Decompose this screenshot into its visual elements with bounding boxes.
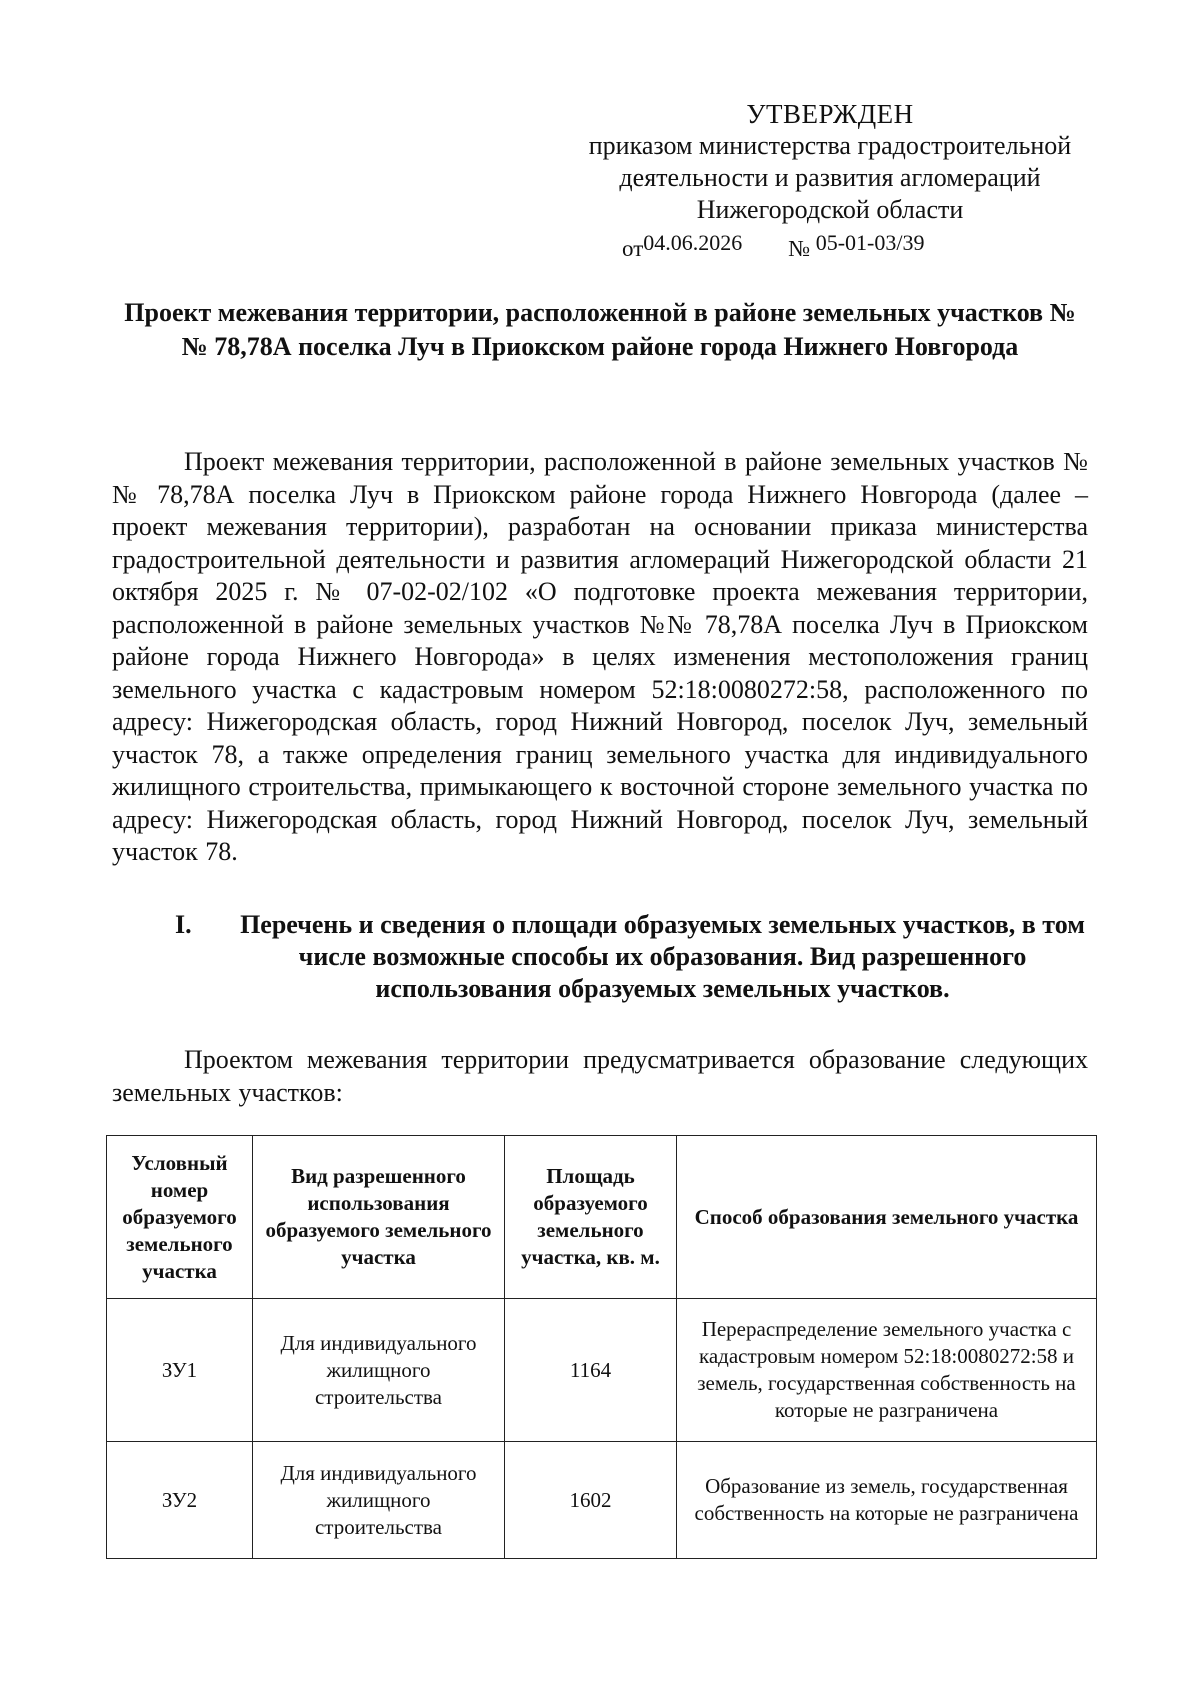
approval-block (560, 98, 1100, 226)
table-row (107, 1442, 1097, 1559)
cell-parcel-number: ЗУ2 (107, 1442, 253, 1559)
section-heading (175, 909, 1090, 1005)
table-header-row (107, 1136, 1097, 1299)
intro-paragraph: Проект межевания территории, расположенной в районе земельных участков №№ 78,78А поселка Луч в Приокском районе города Нижнего Новгорода (далее – проект межевания территории), разработан на основании приказа министерства градостроительной деятельности и развития агломераций Нижегородской области 21 октября 2025 г. № 07-02-02/102 «О подготовке проекта межевания территории, расположенной в районе земельных участков №№ 78,78А поселка Луч в Приокском районе города Нижнего Новгорода» в целях изменения местоположения границ земельного участка с кадастровым номером 52:18:0080272:58, расположенного по адресу: Нижегородская область, город Нижний Новгород, поселок Луч, земельный участок 78, а также определения границ земельного участка для индивидуального жилищного строительства, примыкающего к восточной стороне земельного участка по адресу: Нижегородская область, город Нижний Новгород, поселок Луч, земельный участок 78. (112, 447, 1088, 866)
cell-area: 1164 (505, 1299, 677, 1442)
header-parcel-number: Условный номер образуемого земельного участка (107, 1136, 253, 1299)
approval-line-2: деятельности и развития агломераций (619, 163, 1041, 192)
date-prefix: от (622, 236, 644, 261)
order-number: 05-01-03/39 (815, 230, 925, 255)
cell-formation-method: Образование из земель, государственная собственность на которые не разграничена (677, 1442, 1097, 1559)
header-permitted-use: Вид разрешенного использования образуемого земельного участка (253, 1136, 505, 1299)
order-date: 04.06.2026 (643, 230, 743, 255)
table-row (107, 1299, 1097, 1442)
order-reference (622, 230, 925, 261)
cell-formation-method: Перераспределение земельного участка с кадастровым номером 52:18:0080272:58 и земель, государственная собственность на которые не разграничена (677, 1299, 1097, 1442)
cell-parcel-number: ЗУ1 (107, 1299, 253, 1442)
approval-title: УТВЕРЖДЕН (746, 99, 914, 129)
approval-line-3: Нижегородской области (696, 195, 964, 224)
parcels-table (106, 1135, 1097, 1559)
section-paragraph: Проектом межевания территории предусматривается образование следующих земельных участков: (112, 1045, 1088, 1107)
number-prefix: № (788, 236, 811, 261)
cell-area: 1602 (505, 1442, 677, 1559)
document-title: Проект межевания территории, расположенной в районе земельных участков №№ 78,78А поселка Луч в Приокском районе города Нижнего Новгорода (124, 298, 1076, 361)
cell-permitted-use: Для индивидуального жилищного строительства (253, 1442, 505, 1559)
header-area: Площадь образуемого земельного участка, кв. м. (505, 1136, 677, 1299)
header-formation-method: Способ образования земельного участка (677, 1136, 1097, 1299)
section-heading-text: Перечень и сведения о площади образуемых земельных участков, в том числе возможные способы их образования. Вид разрешенного использования образуемых земельных участков. (240, 910, 1085, 1003)
section-number: I. (175, 910, 192, 939)
cell-permitted-use: Для индивидуального жилищного строительства (253, 1299, 505, 1442)
approval-line-1: приказом министерства градостроительной (588, 131, 1072, 160)
